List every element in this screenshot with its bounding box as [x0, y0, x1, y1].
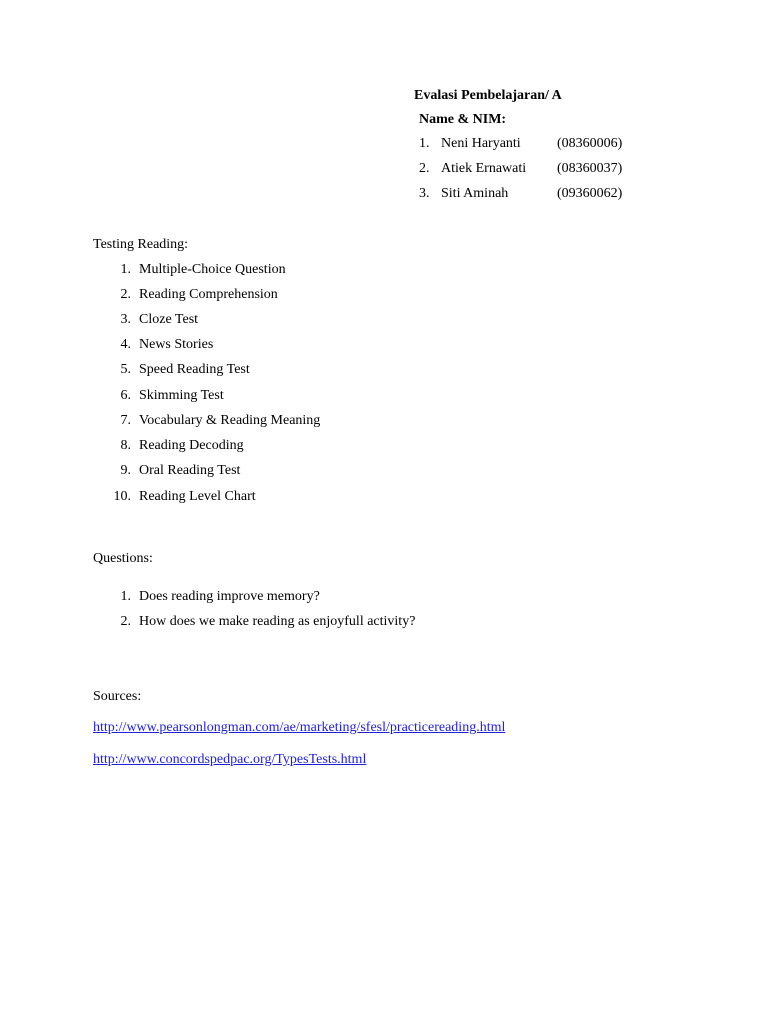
- member-number: 3.: [419, 186, 430, 201]
- list-text: Multiple-Choice Question: [139, 262, 286, 277]
- list-text: Reading Comprehension: [139, 287, 278, 302]
- member-number: 2.: [419, 161, 430, 176]
- list-text: Skimming Test: [139, 388, 224, 403]
- member-name: Siti Aminah: [441, 186, 509, 201]
- member-nim: (08360006): [557, 136, 623, 151]
- list-number: 7.: [120, 413, 131, 428]
- list-number: 8.: [120, 438, 131, 453]
- list-number: 6.: [120, 388, 131, 403]
- list-number: 3.: [120, 312, 131, 327]
- list-text: Speed Reading Test: [139, 362, 250, 377]
- list-text: How does we make reading as enjoyfull activity?: [139, 614, 416, 629]
- source-link-concordspedpac[interactable]: http://www.concordspedpac.org/TypesTests.html: [93, 752, 367, 767]
- member-number: 1.: [419, 136, 430, 151]
- list-number: 1.: [120, 262, 131, 277]
- questions-heading: Questions:: [93, 551, 153, 566]
- member-nim: (08360037): [557, 161, 623, 176]
- list-number: 1.: [120, 589, 131, 604]
- member-name: Atiek Ernawati: [441, 161, 527, 176]
- list-number: 4.: [120, 337, 131, 352]
- list-number: 2.: [120, 287, 131, 302]
- list-text: Does reading improve memory?: [139, 589, 320, 604]
- member-name: Neni Haryanti: [441, 136, 521, 151]
- members-heading: Name & NIM:: [419, 112, 507, 127]
- list-text: Cloze Test: [139, 312, 199, 327]
- list-number: 9.: [120, 463, 131, 478]
- list-text: News Stories: [139, 337, 214, 352]
- sources-heading: Sources:: [93, 689, 142, 704]
- member-nim: (09360062): [557, 186, 623, 201]
- list-number: 10.: [113, 489, 131, 504]
- source-link-pearsonlongman[interactable]: http://www.pearsonlongman.com/ae/marketing/sfesl/practicereading.html: [93, 720, 506, 735]
- list-text: Reading Level Chart: [139, 489, 256, 504]
- list-number: 5.: [120, 362, 131, 377]
- list-text: Reading Decoding: [139, 438, 244, 453]
- testing-reading-heading: Testing Reading:: [93, 237, 189, 252]
- document-title: Evalasi Pembelajaran/ A: [414, 88, 562, 103]
- list-text: Oral Reading Test: [139, 463, 241, 478]
- list-number: 2.: [120, 614, 131, 629]
- list-text: Vocabulary & Reading Meaning: [139, 413, 321, 428]
